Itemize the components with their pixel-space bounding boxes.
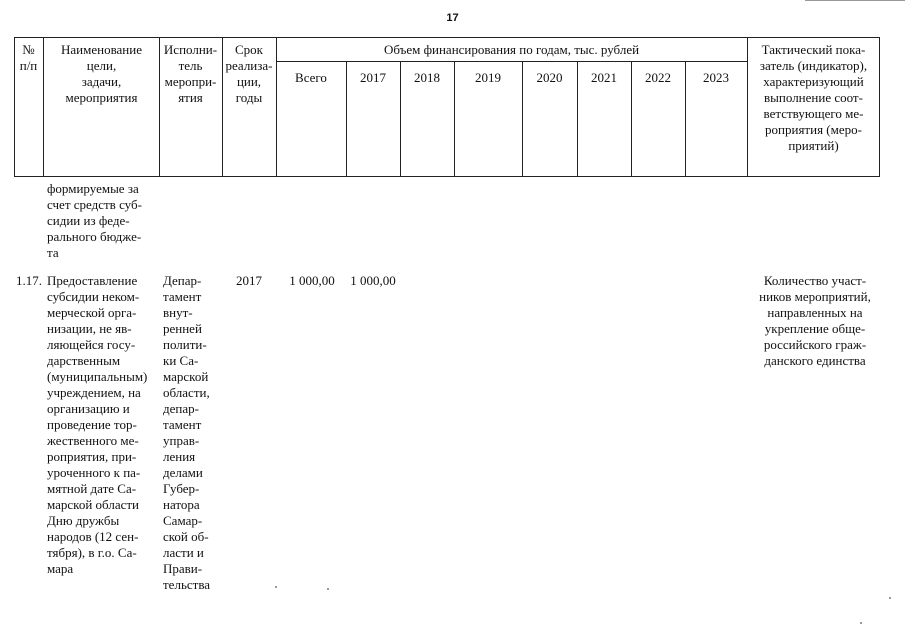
table-header-grid — [14, 37, 880, 177]
scan-speck — [889, 597, 891, 599]
row-total: 1 000,00 — [289, 273, 335, 288]
continuation-text: формируемые за счет средств суб- сидии из феде- рального бюдже- та — [47, 181, 142, 260]
header-col-term: Срок реализа- ции, годы — [225, 42, 273, 105]
scan-speck — [275, 586, 277, 588]
header-bottom-border — [14, 176, 880, 177]
row-indicator: Количество участ- ников мероприятий, направленных на укрепление обще- российского граж- данского единства — [759, 273, 871, 368]
col-border — [879, 37, 880, 177]
header-year-2018: 2018 — [414, 70, 440, 85]
header-year-2019: 2019 — [475, 70, 501, 85]
scan-edge-line — [805, 0, 905, 1]
page-number: 17 — [446, 12, 459, 24]
header-funding-group: Объем финансирования по годам, тыс. рублей — [383, 42, 640, 57]
header-col-total: Всего — [295, 70, 327, 85]
row-number: 1.17. — [16, 273, 42, 288]
header-year-2022: 2022 — [645, 70, 671, 85]
header-year-2021: 2021 — [591, 70, 617, 85]
header-year-2023: 2023 — [703, 70, 729, 85]
header-col-name: Наименование цели, задачи, мероприятия — [61, 42, 142, 105]
header-col-indicator: Тактический пока- затель (индикатор), характеризующий выполнение соот- ветствующего ме- роприятия (меро- приятий) — [759, 42, 868, 153]
scan-speck — [860, 622, 862, 624]
header-col-number: № п/п — [19, 42, 38, 73]
col-border — [276, 37, 277, 177]
header-top-border — [14, 37, 880, 38]
row-2017: 1 000,00 — [350, 273, 396, 288]
header-col-executor: Исполни- тель меропри- ятия — [163, 42, 218, 105]
header-year-2020: 2020 — [536, 70, 563, 85]
row-term: 2017 — [236, 273, 262, 288]
header-year-2017: 2017 — [360, 70, 386, 85]
row-name: Предоставление субсидии неком- мерческой орга- низации, не яв- ляющейся госу- дарственным (муниципальным) учреждением, на организацию и проведение тор- жественного ме- роприятия, при- уроченного к па- мятной дате Са- марской области Дню дружбы народов (12 сен- тября), в г.о. Са- мара — [47, 273, 148, 576]
scan-speck — [327, 588, 329, 590]
row-executor: Депар- тамент внут- ренней полити- ки Са- марской области, депар- тамент управ- ления делами Губер- натора Самар- ской об- ласти и Прави- тельства — [163, 273, 211, 592]
